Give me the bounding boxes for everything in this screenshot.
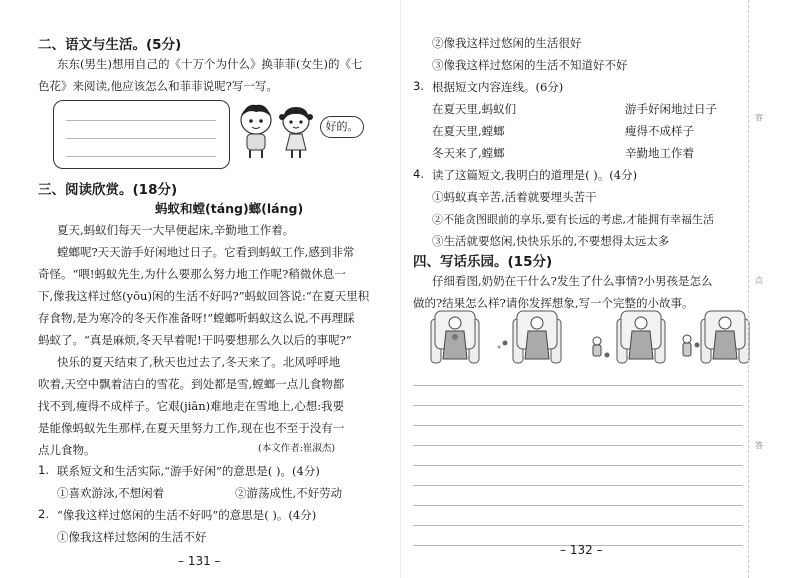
section4-prompt-line2: 做的?结果怎么样?请你发挥想象,写一个完整的小故事。 bbox=[413, 296, 694, 310]
story-line: 存食物,是为寒冷的冬天作准备呀!”螳螂听蚂蚁这么说,不再理睬 bbox=[38, 311, 355, 325]
author-note: (本文作者:崔淑杰) bbox=[258, 443, 336, 454]
boy-illustration bbox=[234, 100, 278, 160]
answer-line[interactable] bbox=[66, 120, 216, 121]
writing-line[interactable] bbox=[413, 485, 743, 486]
question-2-option: ②像我这样过悠闲的生活很好 bbox=[432, 36, 582, 50]
story-line: 奇怪。“喂!蚂蚁先生,为什么要那么努力地工作呢?稍微休息一 bbox=[38, 267, 346, 281]
writing-line[interactable] bbox=[413, 385, 743, 386]
question-2-option: ③像我这样过悠闲的生活不知道好不好 bbox=[432, 58, 628, 72]
story-line: 蚂蚁了。“真是麻烦,冬天早着呢!干吗要想那么久以后的事呢?” bbox=[38, 333, 352, 347]
speech-bubble: 好的。 bbox=[320, 116, 364, 138]
question-4-text: 读了这篇短文,我明白的道理是( )。(4分) bbox=[432, 168, 638, 182]
section4-prompt-line1: 仔细看图,奶奶在干什么?发生了什么事情?小男孩是怎么 bbox=[432, 274, 713, 288]
writing-line[interactable] bbox=[413, 405, 743, 406]
section4-heading: 四、写话乐园。(15分) bbox=[413, 254, 553, 270]
story-line: 点儿食物。 bbox=[38, 443, 96, 457]
question-3-text: 根据短文内容连线。(6分) bbox=[432, 80, 564, 94]
answer-line[interactable] bbox=[66, 138, 216, 139]
question-number: 2. bbox=[38, 507, 49, 521]
section2-prompt-line2: 色花》来阅读,他应该怎么和菲菲说呢?写一写。 bbox=[38, 79, 278, 93]
writing-line[interactable] bbox=[413, 465, 743, 466]
match-right-item[interactable]: 辛勤地工作着 bbox=[625, 146, 694, 160]
section2-heading: 二、语文与生活。(5分) bbox=[38, 37, 182, 53]
story-line: 快乐的夏天结束了,秋天也过去了,冬天来了。北风呼呼地 bbox=[57, 355, 341, 369]
question-2-option: ①像我这样过悠闲的生活不好 bbox=[57, 530, 207, 544]
panel-boy-returns-yarn bbox=[683, 311, 749, 363]
question-1-option: ②游荡成性,不好劳动 bbox=[235, 486, 343, 500]
section2-prompt-line1: 东东(男生)想用自己的《十万个为什么》换菲菲(女生)的《七 bbox=[57, 57, 363, 71]
writing-line[interactable] bbox=[413, 445, 743, 446]
panel-yarn-rolling bbox=[498, 311, 562, 363]
question-number: 4. bbox=[413, 167, 424, 181]
panel-boy-picks-yarn bbox=[593, 311, 665, 363]
match-left-item[interactable]: 冬天来了,螳螂 bbox=[432, 146, 505, 160]
match-right-item[interactable]: 游手好闲地过日子 bbox=[625, 102, 717, 116]
question-number: 1. bbox=[38, 463, 49, 477]
page-number-right: – 132 – bbox=[560, 543, 603, 557]
answer-line[interactable] bbox=[66, 156, 216, 157]
story-line: 夏天,蚂蚁们每天一大早便起床,辛勤地工作着。 bbox=[57, 223, 295, 237]
question-number: 3. bbox=[413, 79, 424, 93]
story-title: 蚂蚁和螳(táng)螂(láng) bbox=[155, 201, 304, 216]
match-right-item[interactable]: 瘦得不成样子 bbox=[625, 124, 694, 138]
question-4-option: ②不能贪图眼前的享乐,要有长远的考虑,才能拥有幸福生活 bbox=[432, 213, 714, 226]
question-4-option: ③生活就要悠闲,快快乐乐的,不要想得太远太多 bbox=[432, 234, 670, 248]
answer-box bbox=[53, 100, 230, 169]
margin-mark: 答 bbox=[755, 441, 763, 450]
writing-line[interactable] bbox=[413, 525, 743, 526]
picture-story-panels bbox=[425, 303, 755, 369]
margin-mark: 容 bbox=[755, 113, 763, 122]
binding-margin-rule bbox=[748, 0, 749, 578]
writing-line[interactable] bbox=[413, 505, 743, 506]
story-line: 找不到,瘦得不成样子。它艰(jiān)难地走在雪地上,心想:我要 bbox=[38, 399, 345, 413]
section3-heading: 三、阅读欣赏。(18分) bbox=[38, 182, 178, 198]
girl-illustration bbox=[276, 102, 316, 160]
panel-grandma-knitting bbox=[431, 311, 479, 363]
question-2-text: “像我这样过悠闲的生活不好吗”的意思是( )。(4分) bbox=[57, 508, 317, 522]
page-number-left: – 131 – bbox=[178, 554, 221, 568]
story-line: 螳螂呢?天天游手好闲地过日子。它看到蚂蚁工作,感到非常 bbox=[57, 245, 355, 259]
question-1-option: ①喜欢游泳,不想闲着 bbox=[57, 486, 165, 500]
question-1-text: 联系短文和生活实际,“游手好闲”的意思是( )。(4分) bbox=[57, 464, 320, 478]
margin-mark: 点 bbox=[755, 276, 763, 285]
page-spread-divider bbox=[400, 0, 401, 578]
match-left-item[interactable]: 在夏天里,蚂蚁们 bbox=[432, 102, 517, 116]
match-left-item[interactable]: 在夏天里,螳螂 bbox=[432, 124, 505, 138]
question-4-option: ①蚂蚁真辛苦,活着就要埋头苦干 bbox=[432, 190, 597, 204]
story-line: 下,像我这样过悠(yōu)闲的生活不好吗?”蚂蚁回答说:“在夏天里积 bbox=[38, 289, 370, 303]
writing-line[interactable] bbox=[413, 425, 743, 426]
story-line: 吹着,天空中飘着洁白的雪花。到处都是雪,螳螂一点儿食物都 bbox=[38, 377, 345, 391]
story-line: 是能像蚂蚁先生那样,在夏天里努力工作,现在也不至于没有一 bbox=[38, 421, 345, 435]
